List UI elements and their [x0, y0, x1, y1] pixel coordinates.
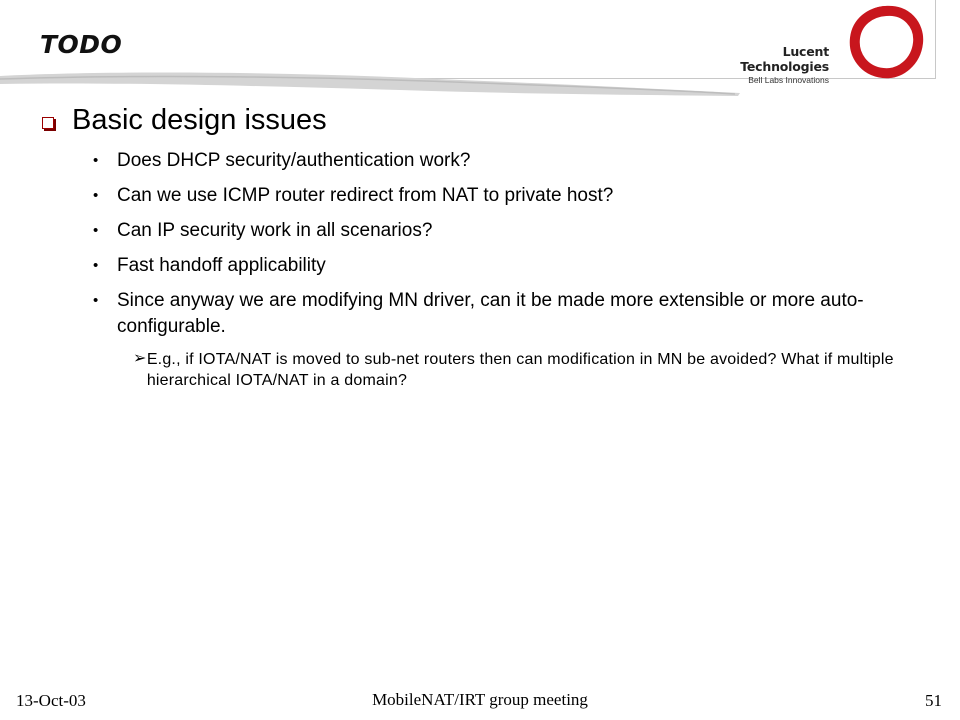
- list-item: [93, 253, 923, 279]
- slide-title: TODO: [40, 30, 123, 59]
- bullet-dot-icon: •: [93, 257, 99, 274]
- list-item-text: Since anyway we are modifying MN driver, can it be made more extensible or more auto-configurable.: [117, 290, 864, 337]
- list-item-text: Fast handoff applicability: [117, 255, 326, 276]
- bullet-dot-icon: •: [93, 187, 99, 204]
- company-logo-text: [693, 44, 829, 85]
- footer-title: MobileNAT/IRT group meeting: [372, 690, 588, 709]
- level1-bullet: [42, 104, 327, 137]
- section-heading: Basic design issues: [72, 104, 327, 136]
- bullet-dot-icon: •: [93, 292, 99, 309]
- list-item: [93, 183, 923, 209]
- logo-tagline: Bell Labs Innovations: [748, 75, 829, 85]
- arrow-bullet-icon: ➢: [133, 350, 147, 367]
- bullet-list: [93, 148, 923, 349]
- list-item: [93, 148, 923, 174]
- list-item: [93, 218, 923, 244]
- logo-company-name: Lucent Technologies: [740, 44, 829, 74]
- square-bullet-icon: [42, 117, 54, 129]
- list-item-text: Can IP security work in all scenarios?: [117, 220, 433, 241]
- list-item-text: Does DHCP security/authentication work?: [117, 150, 471, 171]
- sub-bullet: [133, 349, 923, 391]
- brush-stroke-decoration: [0, 60, 775, 102]
- bullet-dot-icon: •: [93, 152, 99, 169]
- footer-date: 13-Oct-03: [16, 691, 86, 710]
- lucent-ring-logo-icon: [846, 3, 926, 81]
- list-item-text: Can we use ICMP router redirect from NAT to private host?: [117, 185, 614, 206]
- page-number: 51: [925, 691, 942, 710]
- sub-bullet-text: E.g., if IOTA/NAT is moved to sub-net routers then can modification in MN be avoided? What if multiple hierarchical IOTA/NAT in a domain?: [146, 351, 894, 389]
- bullet-dot-icon: •: [93, 222, 99, 239]
- list-item: [93, 288, 923, 340]
